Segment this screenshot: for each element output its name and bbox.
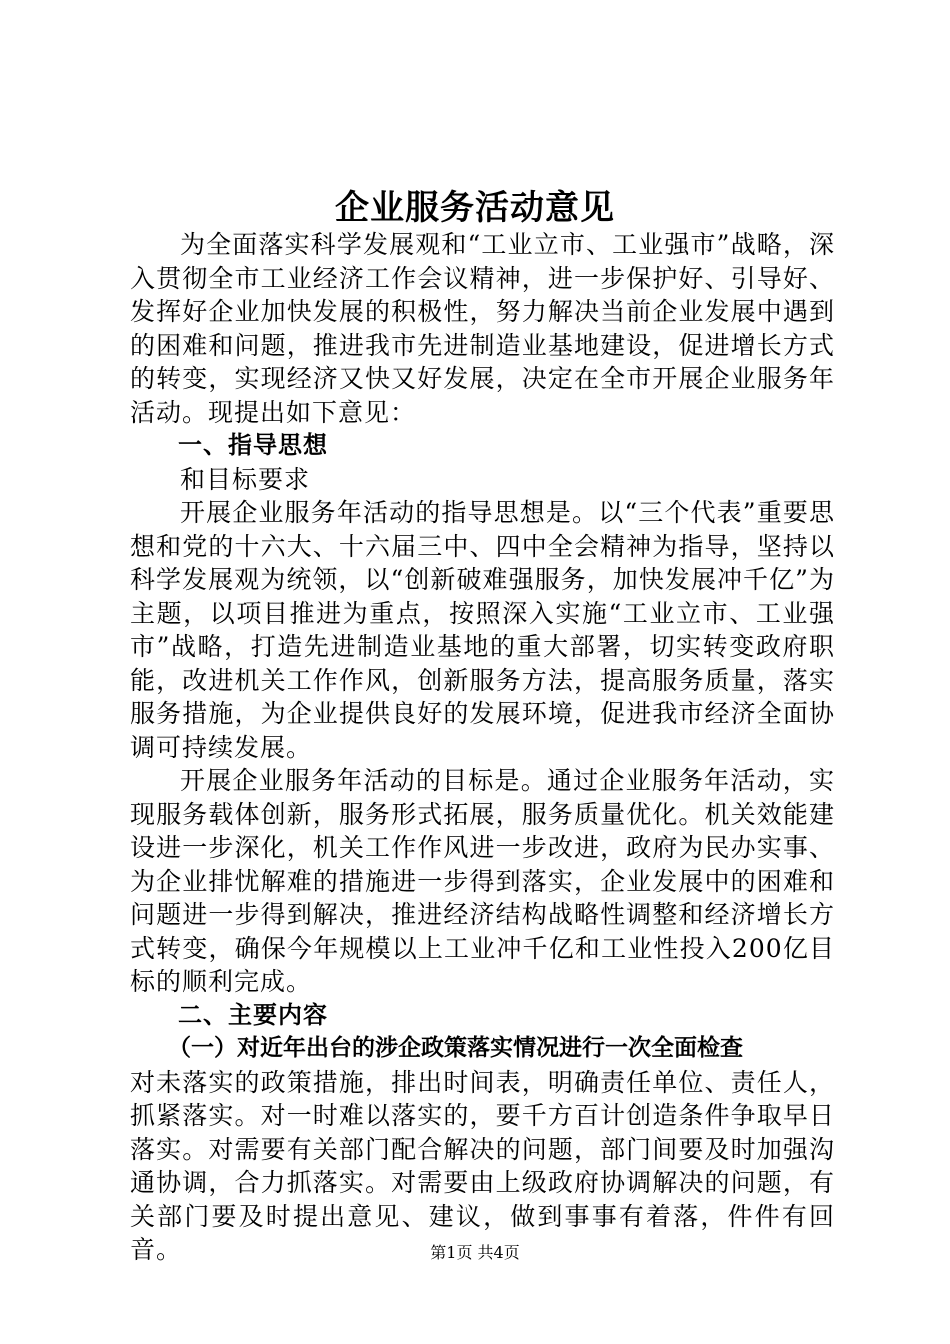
section-heading-main-content: 二、主要内容 [178, 1000, 328, 1029]
section-heading-continuation: 和目标要求 [180, 464, 311, 494]
page-number-footer: 第1页 共4页 [430, 1243, 520, 1262]
intro-paragraph: 为全面落实科学发展观和“工业立市、工业强市”战略，深入贯彻全市工业经济工作会议精神，进一步保护好、引导好、发挥好企业加快发展的积极性，努力解决当前企业发展中遇到的困难和问题，推进我市先进制造业基地建设，促进增长方式的转变，实现经济又快又好发展，决定在全市开展企业服务年活动。现提出如下意见： [130, 230, 835, 427]
goals-paragraph: 开展企业服务年活动的目标是。通过企业服务年活动，实现服务载体创新，服务形式拓展，服务质量优化。机关效能建设进一步深化，机关工作作风进一步改进，政府为民办实事、为企业排忧解难的措施进一步得到落实，企业发展中的困难和问题进一步得到解决，推进经济结构战略性调整和经济增长方式转变，确保今年规模以上工业冲千亿和工业性投入200亿目标的顺利完成。 [130, 766, 835, 996]
document-title: 企业服务活动意见 [335, 188, 615, 228]
section-heading-guiding-ideology: 一、指导思想 [178, 431, 328, 459]
document-body [130, 228, 835, 1267]
subsection-heading-policy-check: （一）对近年出台的涉企政策落实情况进行一次全面检查 [168, 1035, 743, 1061]
guiding-ideology-paragraph: 开展企业服务年活动的指导思想是。以“三个代表”重要思想和党的十六大、十六届三中、四中全会精神为指导，坚持以科学发展观为统领，以“创新破难强服务，加快发展冲千亿”为主题，以项目推进为重点，按照深入实施“工业立市、工业强市”战略，打造先进制造业基地的重大部署，切实转变政府职能，改进机关工作作风，创新服务方法，提高服务质量，落实服务措施，为企业提供良好的发展环境，促进我市经济全面协调可持续发展。 [130, 498, 835, 762]
policy-check-paragraph: 对未落实的政策措施，排出时间表，明确责任单位、责任人，抓紧落实。对一时难以落实的，要千方百计创造条件争取早日落实。对需要有关部门配合解决的问题，部门间要及时加强沟通协调，合力抓落实。对需要由上级政府协调解决的问题，有关部门要及时提出意见、建议，做到事事有着落，件件有回音。 [130, 1067, 835, 1264]
